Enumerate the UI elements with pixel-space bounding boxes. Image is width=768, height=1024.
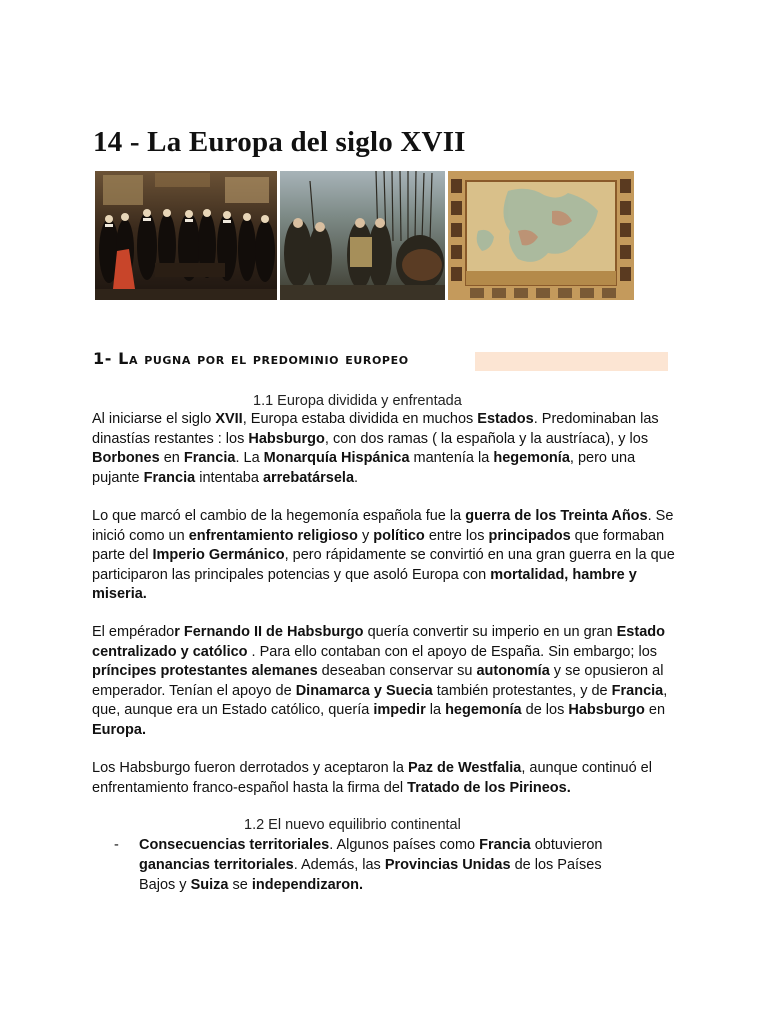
- text-run: también protestantes, y de: [432, 682, 612, 699]
- paragraph-text: [92, 759, 682, 798]
- bold-term: Tratado de los Pirineos.: [407, 779, 571, 796]
- bold-term: ganancias territoriales: [139, 857, 294, 873]
- paragraph-text: [92, 623, 682, 740]
- bold-term: principados: [488, 527, 571, 544]
- text-run: y: [357, 527, 374, 544]
- bold-term: Francia: [143, 469, 196, 486]
- old-map-of-europe: [448, 171, 634, 300]
- text-run: en: [644, 702, 666, 718]
- text-run: deseaban conservar su: [317, 663, 477, 679]
- text-run: de los Países Bajos y: [139, 857, 602, 893]
- bold-term: r Fernando II de Habsburgo: [174, 624, 364, 640]
- text-run: quería convertir su imperio en un gran: [363, 624, 617, 640]
- text-run: , pero una pujante: [92, 450, 636, 486]
- text-run: . Para ello contaban con el apoyo de España. Sin embargo; los: [247, 643, 658, 660]
- text-run: de los: [521, 702, 569, 718]
- text-run: . Se inició como un: [92, 508, 674, 544]
- bold-term: hegemonía: [445, 702, 522, 718]
- text-run: , que, aunque era un Estado católico, quería: [92, 682, 668, 718]
- bold-term: arrebatársela: [262, 469, 355, 486]
- section-highlight-bar: [475, 352, 668, 371]
- bold-term: independizaron.: [251, 877, 364, 893]
- bold-term: príncipes protestantes alemanes: [92, 663, 318, 679]
- section-title: 1- La pugna por el predominio europeo: [93, 349, 409, 368]
- text-run: intentaba: [195, 469, 263, 486]
- text-run: entre los: [424, 527, 489, 544]
- bold-term: Francia: [611, 682, 664, 699]
- text-run: y se opusieron al emperador. Tenían el apoyo de: [92, 663, 664, 699]
- text-run: . Algunos países como: [329, 837, 480, 853]
- bold-term: autonomía: [476, 663, 550, 679]
- bold-term: Estados: [477, 411, 534, 427]
- bold-term: XVII: [215, 411, 243, 427]
- text-run: Los Habsburgo fueron derrotados y aceptaron la: [92, 760, 408, 776]
- bold-term: Consecuencias territoriales: [139, 837, 330, 853]
- bullet-dash: -: [114, 837, 119, 853]
- text-run: , pero rápidamente se convirtió en una gran guerra en la que participaron las principales potencias y que asoló Europa con: [92, 547, 675, 583]
- bold-term: Francia: [479, 837, 531, 853]
- subheading-1-1: 1.1 Europa dividida y enfrentada: [253, 393, 462, 409]
- subheading-1-2: 1.2 El nuevo equilibrio continental: [244, 817, 461, 833]
- bold-term: Imperio Germánico: [152, 547, 285, 563]
- peace-of-westphalia-painting: [95, 171, 277, 300]
- bold-term: Suiza: [190, 877, 229, 893]
- bold-term: político: [373, 527, 425, 544]
- paragraph-text: [92, 507, 682, 605]
- bold-term: Dinamarca y Suecia: [295, 682, 433, 699]
- paragraph-3: [92, 623, 682, 740]
- text-run: .: [354, 469, 359, 486]
- text-run: , Europa estaba dividida en muchos: [242, 411, 478, 427]
- bold-term: Habsburgo: [248, 430, 325, 447]
- surrender-of-breda-painting: [280, 171, 445, 300]
- section-heading: [93, 349, 669, 373]
- bold-term: hegemonía: [493, 450, 570, 466]
- paragraph-2: [92, 507, 682, 605]
- text-run: Lo que marcó el cambio de la hegemonía española fue la: [92, 508, 466, 524]
- paragraph-text: [92, 410, 682, 488]
- text-run: , con dos ramas ( la española y la austríaca), y los: [324, 430, 649, 447]
- bold-term: Habsburgo: [568, 702, 645, 718]
- bold-term: Provincias Unidas: [384, 857, 511, 873]
- text-run: , aunque continuó el enfrentamiento franco-español hasta la firma del: [92, 760, 652, 796]
- bullet-text: [139, 835, 639, 895]
- paragraph-1: [92, 410, 682, 488]
- text-run: que formaban parte del: [92, 527, 665, 563]
- bold-term: Europa.: [92, 721, 146, 738]
- bold-term: mortalidad, hambre y miseria.: [92, 566, 637, 602]
- text-run: . Además, las: [293, 857, 385, 873]
- text-run: la: [425, 702, 446, 718]
- text-run: . La: [235, 450, 264, 466]
- bold-term: impedir: [373, 702, 426, 718]
- text-run: El empérado: [92, 624, 175, 640]
- bold-term: Borbones: [92, 450, 160, 466]
- text-run: obtuvieron: [530, 837, 603, 853]
- page-title: 14 - La Europa del siglo XVII: [93, 126, 466, 158]
- bold-term: Monarquía Hispánica: [263, 450, 410, 466]
- text-run: Al iniciarse el siglo: [92, 411, 216, 427]
- text-run: . Predominaban las dinastías restantes : los: [92, 411, 659, 447]
- bold-term: Francia: [183, 450, 236, 466]
- bold-term: enfrentamiento religioso: [188, 527, 358, 544]
- bold-term: Paz de Westfalia: [407, 760, 522, 776]
- bold-term: Estado centralizado y católico: [92, 624, 665, 660]
- text-run: en: [159, 450, 184, 466]
- text-run: se: [228, 877, 252, 893]
- paragraph-4: [92, 759, 682, 798]
- bold-term: guerra de los Treinta Años: [465, 508, 648, 524]
- text-run: mantenía la: [409, 450, 494, 466]
